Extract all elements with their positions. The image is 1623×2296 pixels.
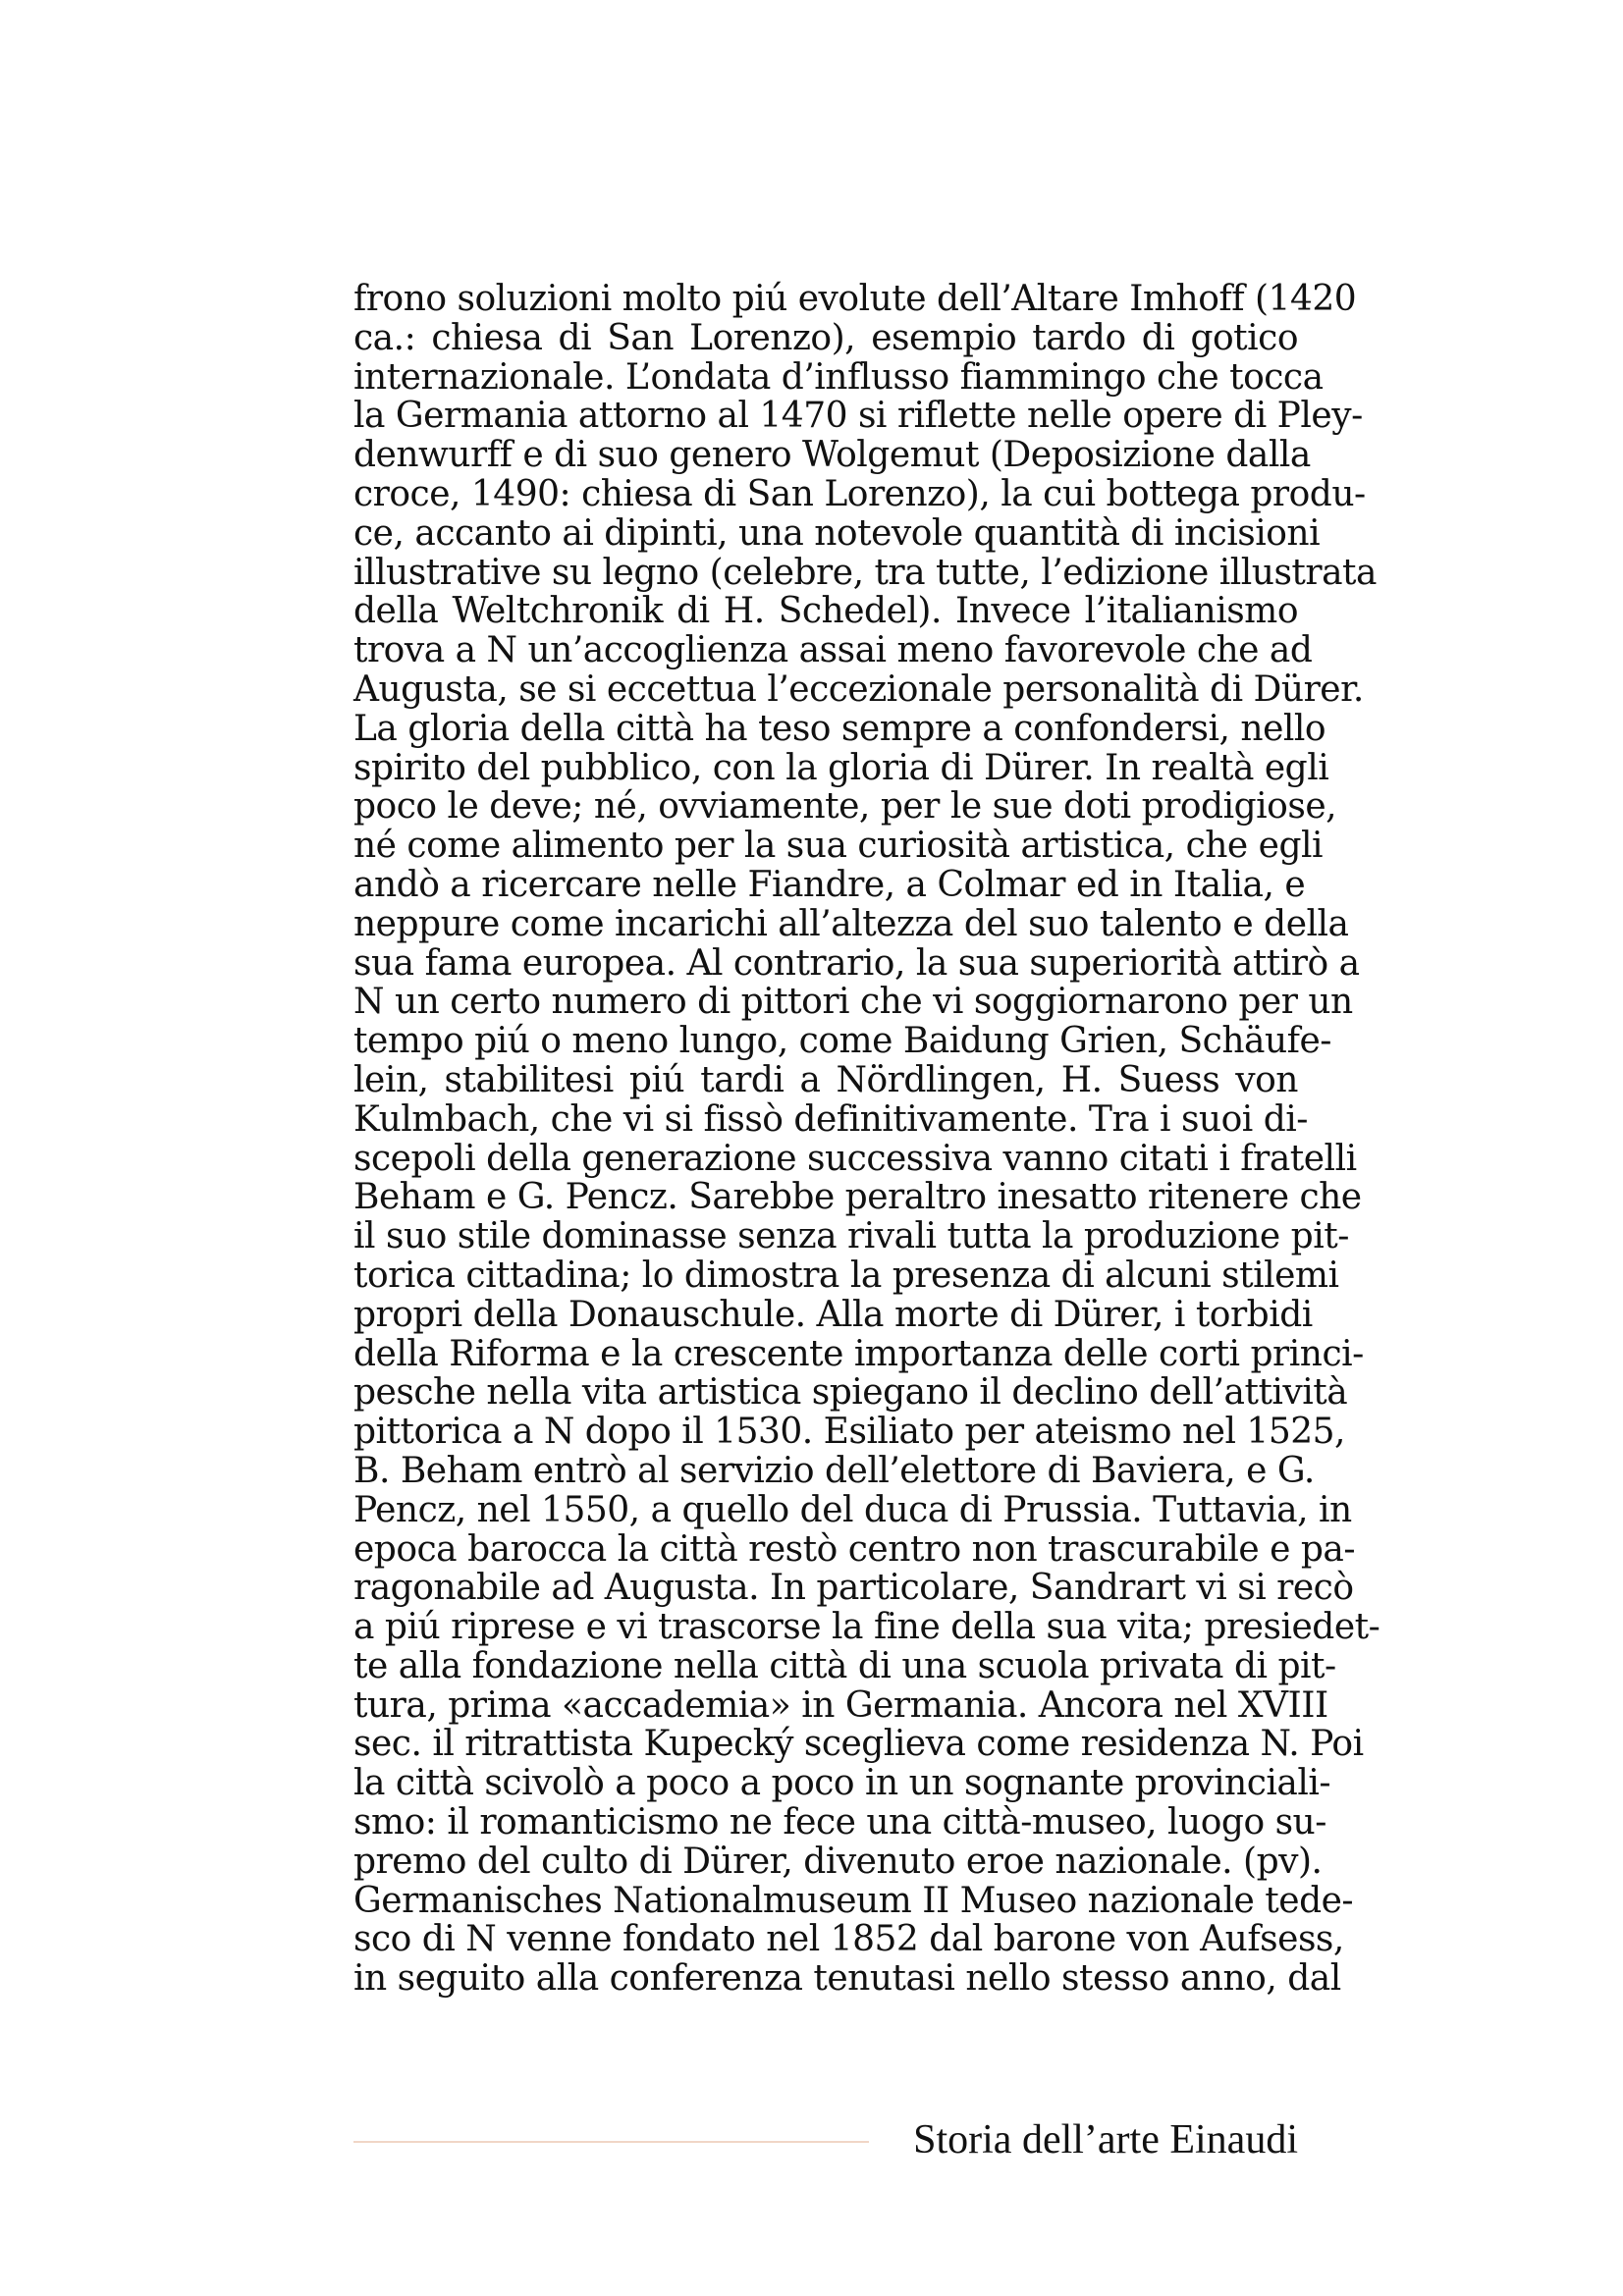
footer-rule [353, 2141, 869, 2143]
text-line: frono soluzioni molto piú evolute dell’Altare Imhoff (1420 [353, 279, 1357, 319]
text-line: il suo stile dominasse senza rivali tutta la produzione pit- [353, 1216, 1349, 1257]
text-line: la Germania attorno al 1470 si riflette nelle opere di Pley- [353, 396, 1363, 437]
text-line: ragonabile ad Augusta. In particolare, Sandrart vi si recò [353, 1568, 1354, 1609]
text-line: internazionale. L’ondata d’influsso fiammingo che tocca [353, 356, 1324, 398]
text-line: tura, prima «accademia» in Germania. Ancora nel XVIII [353, 1684, 1328, 1726]
text-line: Pencz, nel 1550, a quello del duca di Prussia. Tuttavia, in [353, 1489, 1352, 1530]
text-line: croce, 1490: chiesa di San Lorenzo), la cui bottega produ- [353, 473, 1366, 514]
text-line: pesche nella vita artistica spiegano il declino dell’attività [353, 1372, 1348, 1414]
text-line: premo del culto di Dürer, divenuto eroe nazionale. (pv). [353, 1841, 1323, 1882]
text-line: Beham e G. Pencz. Sarebbe peraltro inesatto ritenere che [353, 1177, 1362, 1218]
text-line: sco di N venne fondato nel 1852 dal barone von Aufsess, [353, 1919, 1344, 1960]
text-line: Kulmbach, che vi si fissò definitivamente. Tra i suoi di- [353, 1098, 1308, 1140]
text-line: B. Beham entrò al servizio dell’elettore di Baviera, e G. [353, 1450, 1315, 1491]
text-line: torica cittadina; lo dimostra la presenza di alcuni stilemi [353, 1255, 1339, 1296]
text-line: La gloria della città ha teso sempre a confondersi, nello [353, 708, 1326, 749]
text-line: ca.: chiesa di San Lorenzo), esempio tardo di gotico [353, 317, 1298, 358]
body-text [353, 279, 1380, 2000]
text-line: lein, stabilitesi piú tardi a Nördlingen, H. Suess von [353, 1059, 1298, 1100]
text-line: epoca barocca la città restò centro non trascurabile e pa- [353, 1528, 1356, 1570]
text-line: propri della Donauschule. Alla morte di Dürer, i torbidi [353, 1294, 1313, 1335]
text-line: della Weltchronik di H. Schedel). Invece l’italianismo [353, 591, 1298, 632]
footer-publication-title: Storia dell’arte Einaudi [913, 2117, 1298, 2163]
text-line: in seguito alla conferenza tenutasi nello stesso anno, dal [353, 1958, 1341, 2000]
text-line: della Riforma e la crescente importanza delle corti princi- [353, 1333, 1364, 1374]
text-line: poco le deve; né, ovviamente, per le sue doti prodigiose, [353, 786, 1337, 828]
text-line: neppure come incarichi all’altezza del suo talento e della [353, 903, 1349, 944]
text-line: trova a N un’accoglienza assai meno favorevole che ad [353, 630, 1313, 671]
text-line: N un certo numero di pittori che vi soggiornarono per un [353, 982, 1353, 1023]
text-line: ce, accanto ai dipinti, una notevole quantità di incisioni [353, 512, 1321, 554]
text-line: te alla fondazione nella città di una scuola privata di pit- [353, 1645, 1336, 1686]
text-line: né come alimento per la sua curiosità artistica, che egli [353, 826, 1324, 867]
text-line: spirito del pubblico, con la gloria di Dürer. In realtà egli [353, 747, 1329, 788]
text-line: pittorica a N dopo il 1530. Esiliato per ateismo nel 1525, [353, 1412, 1345, 1453]
text-line: la città scivolò a poco a poco in un sognante provinciali- [353, 1763, 1331, 1804]
text-line: sec. il ritrattista Kupecký sceglieva come residenza N. Poi [353, 1724, 1364, 1765]
text-line: andò a ricercare nelle Fiandre, a Colmar ed in Italia, e [353, 864, 1306, 905]
text-line: denwurff e di suo genero Wolgemut (Deposizione dalla [353, 435, 1311, 476]
text-line: scepoli della generazione successiva vanno citati i fratelli [353, 1138, 1357, 1179]
text-line: smo: il romanticismo ne fece una città-museo, luogo su- [353, 1802, 1326, 1843]
text-line: illustrative su legno (celebre, tra tutte, l’edizione illustrata [353, 552, 1377, 593]
text-line: sua fama europea. Al contrario, la sua superiorità attirò a [353, 942, 1360, 984]
text-line: tempo piú o meno lungo, come Baidung Grien, Schäufe- [353, 1021, 1331, 1062]
text-line: a piú riprese e vi trascorse la fine della sua vita; presiedet- [353, 1607, 1380, 1648]
text-line: Augusta, se si eccettua l’eccezionale personalità di Dürer. [353, 668, 1364, 710]
text-line: Germanisches Nationalmuseum II Museo nazionale tede- [353, 1880, 1354, 1921]
